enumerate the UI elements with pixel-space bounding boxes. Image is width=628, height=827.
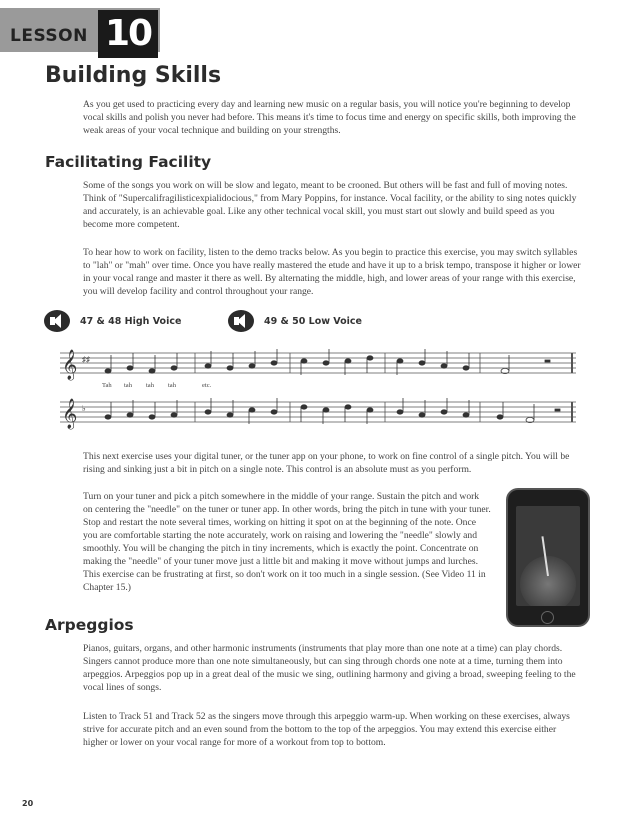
tuner-exercise-paragraph: Turn on your tuner and pick a pitch somewhere in the middle of your range. Sustain the pitch and work on centering the "needle" on the tuner or tuner app. In other words, bring the pitch in tune with your tuner. Stop and restart the note several times, working on hitting it spot on at the beginning of the note. Once you are comfortable starting the note accurately, work on raising and lowering the "needle" slowly and smoothly. You will be changing the pitch in tiny increments, which is exactly the point. Concentrate on making the "needle" of your tuner move just a little bit and making it move without jumps and lurches. This exercise can be frustrating at first, so don't work on it too much in a single session. (See Video 11 in Chapter 15.) bbox=[83, 491, 491, 593]
page-number: 20 bbox=[22, 799, 34, 808]
tuner-dial-icon bbox=[520, 556, 576, 606]
svg-text:𝄞: 𝄞 bbox=[62, 399, 78, 429]
svg-text:♭: ♭ bbox=[82, 404, 86, 413]
section-heading-arpeggios: Arpeggios bbox=[45, 616, 134, 634]
section-heading-facility: Facilitating Facility bbox=[45, 153, 212, 171]
arpeggios-paragraph-1: Pianos, guitars, organs, and other harmonic instruments (instruments that play more than one note at a time) can play chords. Singers cannot produce more than one note simultaneously, but can sing through chords one note at a time, turning them into arpeggios. Arpeggios pop up in a great deal of the music we sing, outlining harmony and giving a broad, sweeping feeling to the vocal lines of songs. bbox=[83, 643, 576, 693]
audio-track-high[interactable] bbox=[44, 310, 181, 332]
lyric-syllable: Tah bbox=[102, 382, 112, 389]
facility-paragraph-1: Some of the songs you work on will be slow and legato, meant to be crooned. But others will be fast and full of moving notes. Think of "Supercalifragilisticexpialidocious," from Mary Poppins, for instance. Vocal facility, or the ability to sing notes quickly and accurately, is an achievable goal. Like any other technical vocal skill, you must start out slowly and build speed as you become more competent. bbox=[83, 180, 577, 230]
music-staff-2 bbox=[60, 394, 576, 434]
tuner-intro-paragraph: This next exercise uses your digital tuner, or the tuner app on your phone, to work on fine control of a single pitch. You will be rising and sinking just a bit in pitch on a single note. This control is an absolute must as you perform. bbox=[83, 451, 570, 475]
audio-label-low: 49 & 50 Low Voice bbox=[264, 315, 363, 327]
phone-tuner-image bbox=[506, 488, 590, 627]
page-title: Building Skills bbox=[45, 63, 222, 88]
lyric-syllable: tah bbox=[168, 382, 176, 389]
home-button-icon bbox=[541, 611, 554, 624]
speaker-icon bbox=[228, 310, 254, 332]
lyric-syllable: tah bbox=[124, 382, 132, 389]
facility-paragraph-2: To hear how to work on facility, listen to the demo tracks below. As you begin to practice this exercise, you may switch syllables to "lah" or "mah" over time. Once you have really mastered the etude and have it up to a brisk tempo, transpose it higher or lower in your vocal range and master it there as well. By alternating the middle, high, and lower areas of your range with this exercise, you will develop facility and control throughout your range. bbox=[83, 247, 581, 297]
lesson-label: LESSON bbox=[10, 26, 88, 46]
svg-text:♯♯: ♯♯ bbox=[82, 355, 90, 364]
lesson-number: 10 bbox=[98, 10, 158, 58]
intro-paragraph: As you get used to practicing every day and learning new music on a regular basis, you will notice you're beginning to develop vocal skills and polish you never had before. This means it's time to focus time and energy on specific skills, both improving the weak areas of your vocal technique and building on your strengths. bbox=[83, 99, 576, 136]
music-staff-1 bbox=[60, 345, 576, 395]
audio-track-low[interactable] bbox=[228, 310, 362, 332]
svg-text:𝄞: 𝄞 bbox=[62, 350, 78, 380]
audio-label-high: 47 & 48 High Voice bbox=[80, 315, 182, 327]
lyric-syllable: tah bbox=[146, 382, 154, 389]
tuner-app-screen bbox=[516, 506, 580, 606]
lyric-syllable: etc. bbox=[202, 382, 212, 389]
arpeggios-paragraph-2: Listen to Track 51 and Track 52 as the singers move through this arpeggio warm-up. When working on these exercises, always strive for accurate pitch and an even sound from the bottom to the top of the arpeggios. You may extend this exercise either higher or lower on your vocal range for more of a workout from top to bottom. bbox=[83, 711, 570, 748]
speaker-icon bbox=[44, 310, 70, 332]
lesson-tab bbox=[0, 8, 160, 52]
